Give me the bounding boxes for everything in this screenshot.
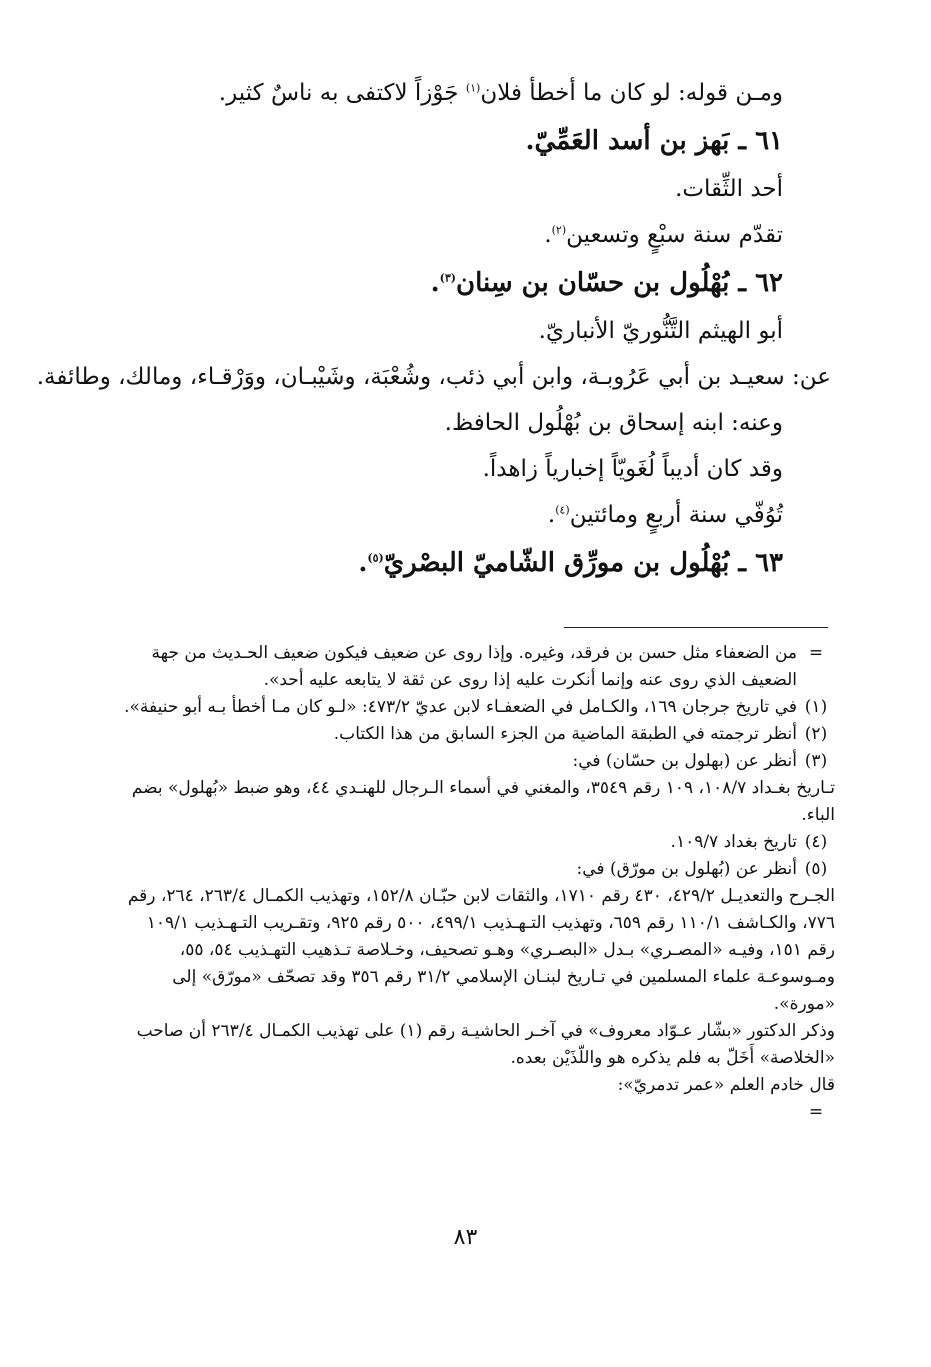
footnote-ref: (٤) — [555, 503, 570, 517]
entry-62-line-4: وقد كان أديباً لُغَويّاً إخبارياً زاهداً. — [482, 456, 783, 482]
footnote-5-editor: قال خادم العلم «عمر تدمريّ»: — [617, 1075, 835, 1095]
footnote-4 — [115, 829, 835, 856]
footnote-number: (٤) — [804, 832, 828, 852]
footnote-number: (٥) — [804, 859, 828, 879]
footnote-5-remark: وذكر الدكتور «بشّار عـوّاد معروف» في آخـر الحاشيـة رقم (١) على تهذيب الكمـال ٢٦٣/٤ أن صاحب «الخلاصة» أَخَلّ به فلم يذكره هو واللّذَيْن بعده. — [136, 1021, 835, 1068]
footnote-continues-next — [115, 1099, 835, 1126]
footnote-ref: (٥) — [367, 551, 384, 565]
entry-61-line-2-text: تقدّم سنة سبْعٍ وتسعين — [566, 222, 783, 248]
entry-61-line-1: أحد الثِّقات. — [675, 176, 783, 202]
continuation-mark: = — [808, 1102, 824, 1122]
entry-62-line-2: عن: سعيـد بن أبي عَرُوبـة، وابن أبي ذئب، وشُعْبَة، وشَيْبـان، ووَرْقـاء، ومالك، وطائفة. — [36, 364, 831, 390]
intro-text: ومـن قوله: لو كان ما أخطأ فلان — [480, 80, 783, 106]
footnote-number: (٣) — [804, 751, 828, 771]
footnote-3 — [115, 748, 835, 775]
entry-63-title-end: . — [358, 548, 368, 578]
entry-62-line-5 — [103, 492, 783, 538]
footnote-ref: (١) — [465, 81, 481, 95]
entry-61-line-2-end: . — [544, 222, 552, 248]
entry-62-title — [103, 258, 783, 308]
page-number: ٨٣ — [453, 1225, 478, 1250]
entry-62-line-1: أبو الهيثم التَّنُّوريّ الأنباريّ. — [538, 318, 783, 344]
footnote-5 — [115, 856, 835, 883]
footnote-1 — [115, 694, 835, 721]
footnote-text: أنظر ترجمته في الطبقة الماضية من الجزء السابق من هذا الكتاب. — [333, 724, 797, 744]
entry-63-title-text: ٦٣ ـ بُهْلُول بن مورِّق الشّاميّ البصْريّ — [383, 548, 783, 578]
entry-61-title: ٦١ ـ بَهز بن أسد العَمِّيّ. — [525, 126, 783, 156]
footnote-text: في تاريخ جرجان ١٦٩، والكـامل في الضعفـاء لابن عديّ ٤٧٣/٢: «لـو كان مـا أخطأ بـه أبو حنيفة». — [124, 697, 797, 717]
footnote-text: من الضعفاء مثل حسن بن فرقد، وغيره. وإذا روى عن ضعيف فيكون ضعيف الحـديث من جهة الضعيف الذي روى عنه وإنما أنكرت عليه إذا روى عن ثقة لا يتابعه عليه أحد». — [151, 643, 797, 690]
footnotes — [115, 640, 835, 1126]
footnote-text: أنظر عن (بُهلول بن مورّق) في: — [576, 859, 797, 879]
footnote-ref: (٣) — [439, 271, 456, 285]
intro-text-end: جَوْزاً لاكتفى به ناسٌ كثير. — [218, 80, 466, 106]
footnote-text: أنظر عن (بهلول بن حسّان) في: — [572, 751, 797, 771]
entry-62-title-end: . — [430, 268, 440, 298]
footnote-ref: (٢) — [551, 223, 567, 237]
entry-62-title-text: ٦٢ ـ بُهْلُول بن حسّان بن سِنان — [455, 268, 783, 298]
footnote-separator — [564, 627, 828, 628]
footnote-number: (٢) — [804, 724, 828, 744]
entry-63-title — [103, 538, 783, 588]
entry-62-line-5-end: . — [547, 502, 556, 528]
footnote-2 — [115, 721, 835, 748]
footnote-5-sources: الجـرح والتعديـل ٤٢٩/٢، ٤٣٠ رقم ١٧١٠، والثقات لابن حبّـان ١٥٢/٨، وتهذيب الكمـال ٢٦٣/٤، ٢٦٤، رقم ٧٧٦، والكـاشف ١١٠/١ رقم ٦٥٩، وتهذيب التـهـذيب ٤٩٩/١، ٥٠٠ رقم ٩٢٥، وتقـريب التـهـذيب ١٠٩/١ رقم ١٥١، وفيـه «المصـري» بـدل «البصـري» وهـو تصحيف، وخـلاصة تـذهيب التهـذيب ٥٤، ٥٥، ومـوسوعـة علماء المسلمين في تـاريخ لبنـان الإسلامي ٣١/٢ رقم ٣٥٦ وقد تصحّف «مورّق» إلى «مورة». — [127, 886, 835, 1014]
main-text — [36, 70, 831, 588]
footnote-3-sources: تـاريخ بغـداد ١٠٨/٧، ١٠٩ رقم ٣٥٤٩، والمغني في أسماء الـرجال للهنـدي ٤٤، وهو ضبط «بُهلول» بضم الباء. — [131, 778, 835, 825]
entry-61-line-2 — [103, 212, 783, 258]
footnote-number: (١) — [804, 697, 828, 717]
continuation-mark: = — [808, 643, 824, 663]
entry-62-line-5-text: تُوُفّي سنة أربعٍ ومائتين — [569, 502, 783, 528]
intro-line — [103, 70, 783, 116]
entry-62-line-3: وعنه: ابنه إسحاق بن بُهْلُول الحافظ. — [444, 410, 783, 436]
footnote-text: تاريخ بغداد ١٠٩/٧. — [670, 832, 797, 852]
footnote-continued — [115, 640, 835, 694]
